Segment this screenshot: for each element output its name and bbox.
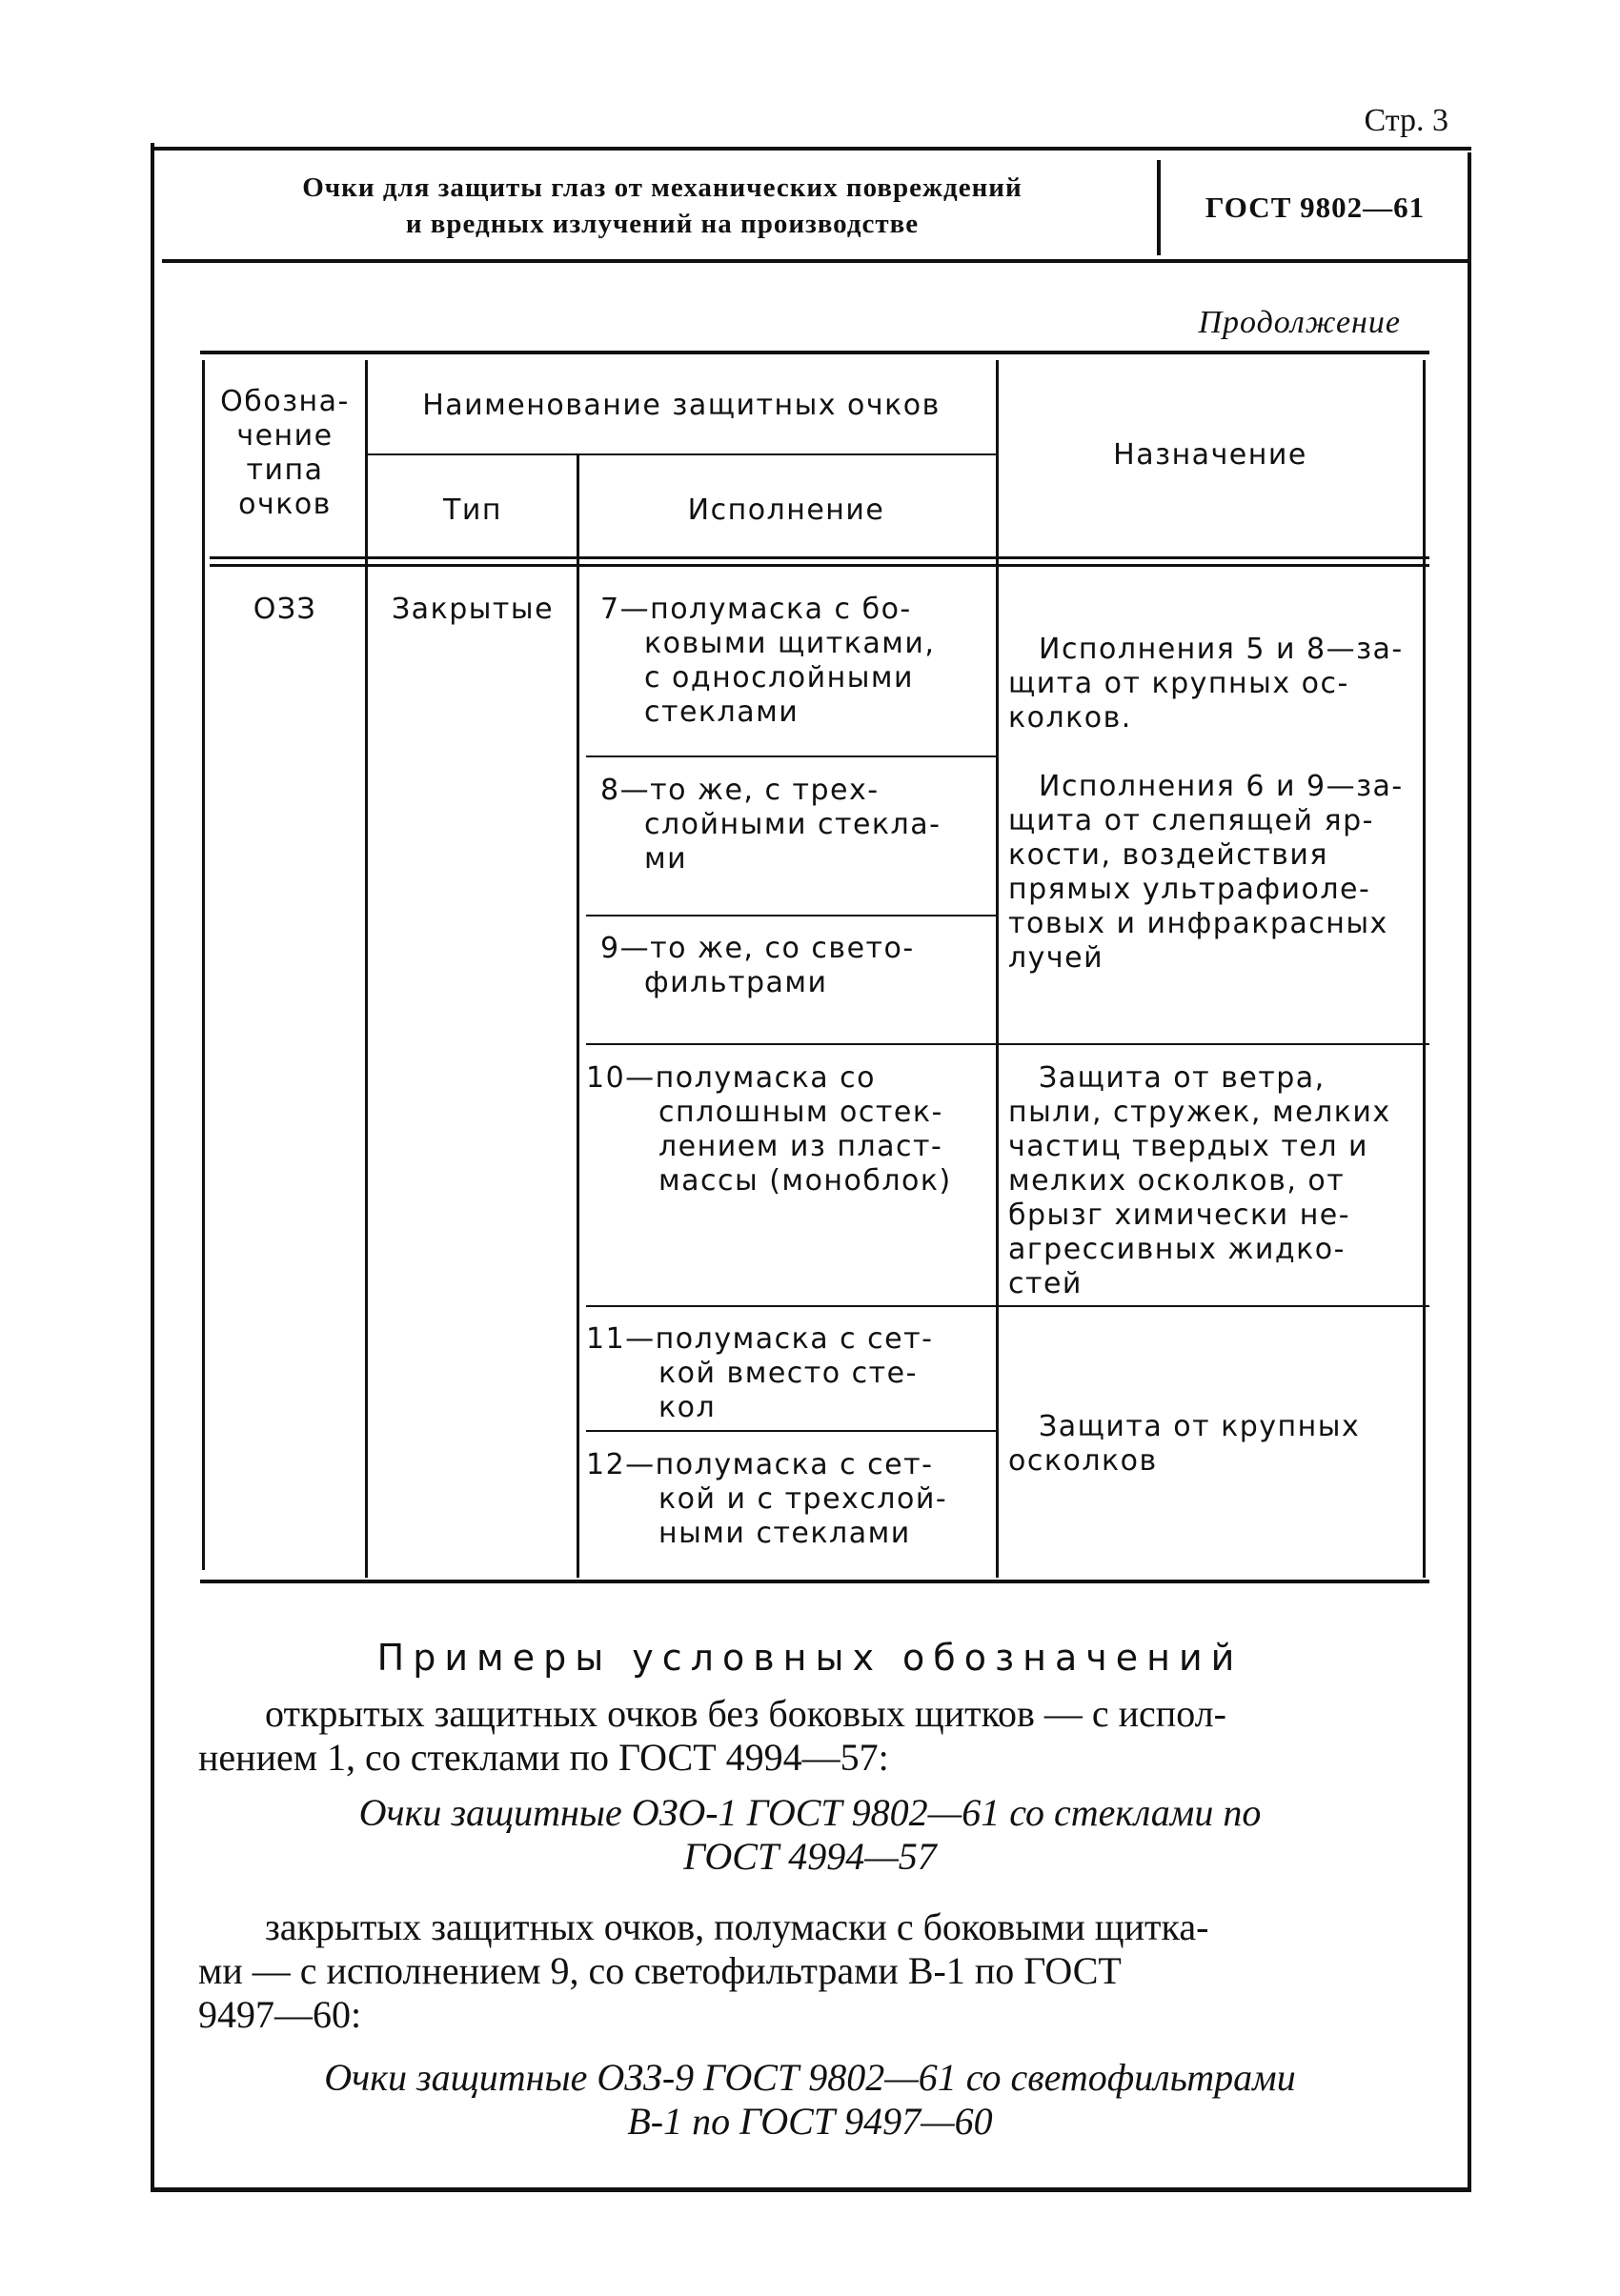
- header-designation-line: Обозна-: [220, 385, 350, 418]
- example-1-designation: [191, 1791, 1429, 1879]
- column-rule: [996, 360, 999, 1578]
- example-designation-line: В-1 по ГОСТ 9497—60: [627, 2100, 993, 2143]
- example-designation-line: Очки защитные ОЗЗ-9 ГОСТ 9802—61 со светофильтрами: [324, 2056, 1296, 2099]
- execution-cell-7: [600, 593, 982, 730]
- execution-line: кой вместо сте-: [658, 1357, 918, 1390]
- example-2-text: [198, 1905, 1428, 2037]
- column-rule: [365, 360, 368, 1578]
- example-text-line: открытых защитных очков без боковых щитков — с испол-: [265, 1692, 1226, 1735]
- execution-line: 8—то же, с трех-: [600, 774, 880, 807]
- page-number: Стр. 3: [1364, 103, 1448, 138]
- document-title-line: и вредных излучений на производстве: [405, 209, 920, 239]
- purpose-line: Защита от крупных: [1039, 1410, 1361, 1443]
- execution-line: сплошным остек-: [658, 1096, 943, 1129]
- frame-bottom-rule: [151, 2187, 1471, 2192]
- header-designation-line: очков: [238, 488, 332, 521]
- purpose-line: Защита от ветра,: [1039, 1061, 1326, 1095]
- execution-line: 7—полумаска с бо-: [600, 593, 912, 626]
- execution-line: массы (моноблок): [658, 1164, 952, 1198]
- purpose-line: брызг химически не-: [1008, 1198, 1351, 1232]
- purpose-line: мелких осколков, от: [1008, 1164, 1346, 1198]
- purpose-cell: [1008, 633, 1420, 735]
- frame-left-rule: [151, 143, 154, 2191]
- header-rule: [162, 259, 1469, 263]
- header-execution: Исполнение: [687, 493, 885, 527]
- example-designation-line: ГОСТ 4994—57: [683, 1835, 937, 1878]
- execution-line: ковыми щитками,: [644, 627, 936, 660]
- type-value: Закрытые: [391, 593, 555, 626]
- execution-cell-8: [600, 774, 982, 876]
- header-name-group: Наименование защитных очков: [422, 389, 941, 422]
- purpose-line: прямых ультрафиоле-: [1008, 873, 1371, 906]
- purpose-line: щита от слепящей яр-: [1008, 804, 1374, 837]
- purpose-line: лучей: [1008, 941, 1104, 975]
- purpose-line: стей: [1008, 1267, 1083, 1300]
- frame-top-rule: [151, 147, 1471, 151]
- example-text-line: закрытых защитных очков, полумаски с боковыми щитка-: [265, 1905, 1209, 1948]
- example-text-line: нением 1, со стеклами по ГОСТ 4994—57:: [198, 1736, 889, 1779]
- table-right-rule: [1423, 360, 1426, 1578]
- header-designation-line: чение: [236, 419, 334, 453]
- purpose-line: частиц твердых тел и: [1008, 1130, 1369, 1163]
- execution-line: стеклами: [644, 695, 800, 729]
- purpose-line: Исполнения 5 и 8—за-: [1039, 633, 1404, 666]
- execution-line: ными стеклами: [658, 1517, 911, 1550]
- execution-line: лением из пласт-: [658, 1130, 943, 1163]
- table-left-rule: [202, 360, 205, 1570]
- purpose-line: осколков: [1008, 1444, 1158, 1478]
- purpose-line: пыли, стружек, мелких: [1008, 1096, 1391, 1129]
- purpose-line: Исполнения 6 и 9—за-: [1039, 770, 1404, 803]
- execution-cell-12: [586, 1448, 986, 1551]
- purpose-line: колков.: [1008, 701, 1132, 735]
- header-type: Тип: [443, 493, 502, 527]
- execution-line: 11—полумаска с сет-: [586, 1322, 934, 1356]
- row-rule: [586, 755, 996, 757]
- purpose-cell: [1008, 1061, 1420, 1301]
- purpose-cell: [1008, 770, 1420, 976]
- table-bottom-rule: [200, 1580, 1429, 1583]
- execution-cell-10: [586, 1061, 986, 1198]
- execution-cell-11: [586, 1322, 986, 1425]
- execution-line: 10—полумаска со: [586, 1061, 876, 1095]
- frame-right-rule: [1468, 152, 1471, 2191]
- execution-line: кой и с трехслой-: [658, 1482, 948, 1516]
- header-divider: [1157, 160, 1161, 255]
- purpose-line: кости, воздействия: [1008, 838, 1328, 872]
- row-rule: [586, 915, 996, 916]
- example-text-line: ми — с исполнением 9, со светофильтрами В-1 по ГОСТ: [198, 1949, 1122, 1992]
- table-top-rule: [200, 351, 1429, 354]
- purpose-line: щита от крупных ос-: [1008, 667, 1349, 700]
- execution-line: кол: [658, 1391, 717, 1424]
- example-1-text: [198, 1692, 1428, 1780]
- row-rule: [586, 1430, 996, 1432]
- purpose-line: агрессивных жидко-: [1008, 1233, 1346, 1266]
- header-designation-line: типа: [246, 453, 324, 487]
- row-rule: [586, 1043, 1429, 1045]
- execution-line: фильтрами: [644, 966, 828, 999]
- execution-cell-9: [600, 932, 982, 1000]
- execution-line: с однослойными: [644, 661, 915, 695]
- purpose-line: товых и инфракрасных: [1008, 907, 1388, 940]
- header-double-rule-1: [210, 556, 1429, 559]
- document-title: [191, 170, 1134, 242]
- execution-line: ми: [644, 842, 688, 876]
- example-designation-line: Очки защитные ОЗО-1 ГОСТ 9802—61 со стеклами по: [358, 1791, 1262, 1834]
- header-purpose: Назначение: [1113, 438, 1307, 472]
- name-group-rule: [367, 453, 996, 455]
- header-designation: [208, 385, 362, 522]
- goggles-table: [200, 351, 1429, 1589]
- document-title-line: Очки для защиты глаз от механических повреждений: [302, 172, 1023, 203]
- column-rule: [577, 455, 579, 1578]
- continuation-label: Продолжение: [1198, 305, 1401, 340]
- example-text-line: 9497—60:: [198, 1993, 362, 2036]
- header-double-rule-2: [210, 564, 1429, 567]
- row-rule: [586, 1305, 1429, 1307]
- standard-code: ГОСТ 9802—61: [1205, 191, 1426, 224]
- designation-value: ОЗЗ: [253, 593, 317, 626]
- execution-line: 12—полумаска с сет-: [586, 1448, 934, 1481]
- example-2-designation: [191, 2056, 1429, 2144]
- examples-title: Примеры условных обозначений: [376, 1637, 1244, 1679]
- purpose-cell: [1008, 1410, 1420, 1479]
- execution-line: слойными стекла-: [644, 808, 942, 841]
- execution-line: 9—то же, со свето-: [600, 932, 915, 965]
